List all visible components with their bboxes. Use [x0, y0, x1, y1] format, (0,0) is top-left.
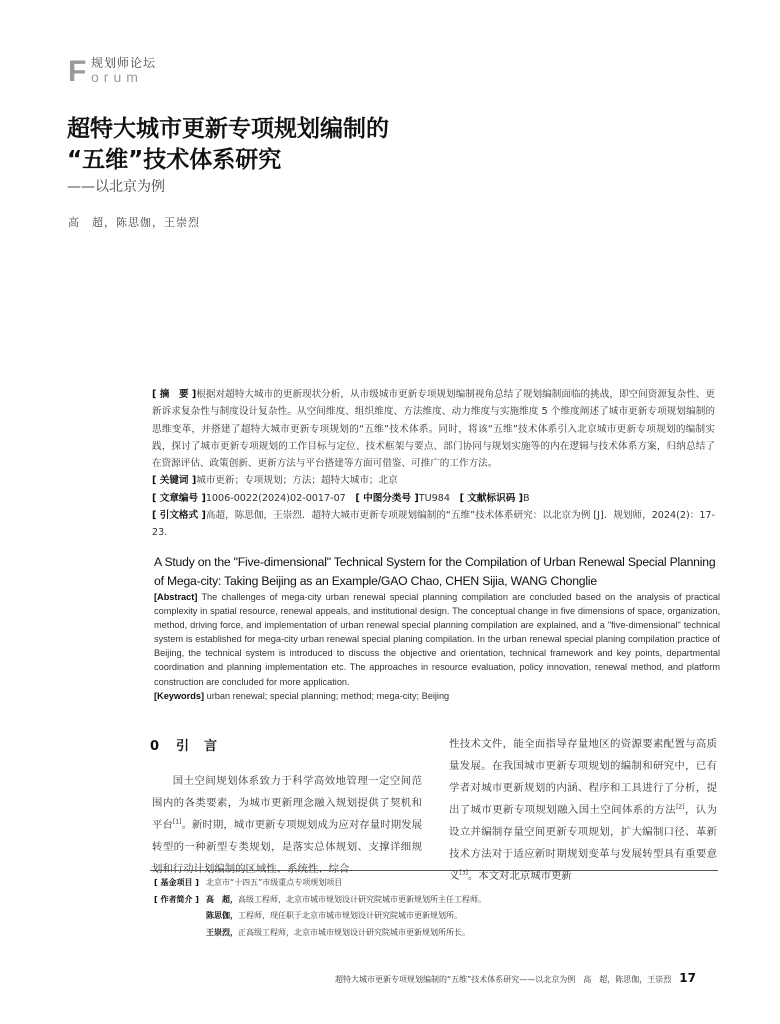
body-text: 国土空间规划体系致力于科学高效地管理一定空间范围内的各类要素，为城市更新理念融入规划提供了契机和平台 — [152, 775, 422, 831]
article-no: 1006-0022(2024)02-0017-07 — [205, 492, 346, 504]
article-no-label: [ 文章编号 ] — [152, 492, 206, 504]
page-footer — [335, 971, 696, 985]
author-name: 高 超， — [206, 894, 238, 904]
doc-code-value: B — [523, 492, 530, 504]
english-abstract-block — [154, 590, 720, 703]
citation-text: 高超，陈思伽，王崇烈．超特大城市更新专项规划编制的“五维”技术体系研究：以北京为例 [J]．规划师，2024(2)：17-23. — [152, 510, 715, 539]
footnotes — [154, 875, 714, 941]
author-name: 陈思伽， — [206, 911, 238, 920]
author-desc: 工程师，现任职于北京市城市规划设计研究院城市更新规划所。 — [238, 911, 462, 920]
author-row — [154, 925, 714, 942]
keywords-cn — [152, 472, 715, 489]
body-paragraph-right — [449, 733, 717, 887]
citation-label: [ 引文格式 ] — [152, 510, 206, 522]
author-bio-label: [ 作者简介 ] — [154, 894, 199, 904]
english-title: A Study on the "Five-dimensional" Technical System for the Compilation of Urban Renewal Special Planning of Mega-city: Taking Beijing as an Example/GAO Chao, CHEN Sijia, WANG Chonglie — [154, 555, 716, 588]
abstract-cn — [152, 386, 715, 472]
author-row — [154, 908, 714, 925]
author-name: 王崇烈， — [206, 927, 238, 937]
keywords-cn-label: [ 关键词 ] — [152, 475, 197, 487]
article-title — [67, 114, 667, 176]
section-number: 0 — [150, 739, 161, 754]
abstract-cn-label: [ 摘 要 ] — [152, 389, 197, 400]
body-column-left — [152, 770, 422, 880]
keywords-en-text: urban renewal; special planning; method; mega-city; Beijing — [204, 690, 450, 701]
chinese-abstract-block — [152, 386, 715, 542]
fund-text: 北京市“十四五”市级重点专项规划项目 — [206, 878, 343, 887]
article-subtitle: ——以北京为例 — [67, 179, 165, 195]
keywords-en-label: [Keywords] — [154, 690, 205, 701]
reference-mark: [3] — [459, 869, 468, 877]
running-title: 超特大城市更新专项规划编制的“五维”技术体系研究——以北京为例 高 超，陈思伽，王崇烈 — [335, 975, 672, 984]
page-number: 17 — [679, 971, 696, 985]
article-codes — [152, 490, 715, 507]
fund-label: [ 基金项目 ] — [154, 878, 199, 887]
footnote-divider — [150, 870, 718, 871]
article-authors: 高 超，陈思伽，王崇烈 — [68, 216, 200, 229]
reference-mark: [1] — [172, 818, 182, 826]
author-desc: 正高级工程师，北京市城市规划设计研究院城市更新规划所所长。 — [238, 927, 470, 937]
abstract-en-text: The challenges of mega-city urban renewal special planning compilation are concluded based on the analysis of practical complexity in spatial resource, renewal appeals, and institutional design. The conceptual change in five dimensions of space, organization, method, driving force, and implementation of urban renewal special planning compilation are explained, and a "five-dimensional" technical system is established for mega-city urban renewal special planing compilation. In the urban renewal special planing compilation practice of Beijing, the technical system is introduced to discuss the objective and orientation, technical framework and key points, departmental coordination and planning implementation etc. The approaches in resource evaluation, policy innovation, renewal method, and platform construction are concluded for more application. — [154, 592, 720, 687]
doc-code-label: [ 文献标识码 ] — [459, 492, 524, 504]
author-desc: 高级工程师，北京市城市规划设计研究院城市更新规划所主任工程师。 — [238, 894, 486, 904]
body-paragraph-left — [152, 770, 422, 880]
keywords-cn-text: 城市更新；专项规划；方法；超特大城市；北京 — [196, 475, 398, 487]
section-title: 引 言 — [176, 739, 219, 754]
column-name-en: orum — [91, 69, 143, 85]
body-text: ，认为设立并编制存量空间更新专项规划，扩大编制口径、革新技术方法对于适应新时期规划变革与发展转型具有重要意义 — [449, 804, 717, 882]
body-text: 性技术文件，能全面指导存量地区的资源要素配置与高质量发展。在我国城市更新专项规划的编制和研究中，已有学者对城市更新规划的内涵、程序和工具进行了分析，提出了城市更新专项规划融入国土空间体系的方法 — [449, 738, 717, 816]
body-text: 。本文对北京城市更新 — [467, 870, 572, 882]
section-heading — [150, 735, 218, 754]
author-row — [154, 892, 714, 909]
column-name-cn: 规划师论坛 — [91, 56, 157, 70]
title-line-1: 超特大城市更新专项规划编制的 — [67, 116, 389, 142]
citation — [152, 507, 715, 542]
column-logo-letter: F — [68, 55, 87, 88]
fund-row — [154, 875, 714, 892]
clc-label: [ 中图分类号 ] — [355, 492, 419, 504]
body-column-right — [449, 733, 717, 887]
reference-mark: [2] — [676, 803, 685, 811]
keywords-en — [154, 689, 720, 703]
body-text: 。新时期，城市更新专项规划成为应对存量时期发展转型的一种新型专类规划，是落实总体规划、支撑详细规划和行动计划编制的区域性、系统性、综合 — [152, 819, 422, 875]
title-line-2: “五维”技术体系研究 — [67, 147, 282, 173]
abstract-en-label: [Abstract] — [154, 592, 198, 602]
abstract-en — [154, 590, 720, 689]
abstract-cn-text: 根据对超特大城市的更新现状分析，从市级城市更新专项规划编制视角总结了规划编制面临的挑战，即空间资源复杂性、更新诉求复杂性与制度设计复杂性。从空间维度、组织维度、方法维度、动力维度与实施维度 5 个维度阐述了城市更新专项规划编制的思维变革，并搭建了超特大城市更新专项规划的“五维”技术体系。同时，将该“五维”技术体系引入北京城市更新专项规划的编制实践，探讨了城市更新专项规划的工作目标与定位、技术框架与要点、部门协同与规划实施等的内在逻辑与技术体系方案，归纳总结了在资源评估、政策创新、更新方法与平台搭建等方面可借鉴、可推广的工作方法。 — [152, 389, 716, 470]
clc-value: TU984 — [418, 492, 450, 504]
